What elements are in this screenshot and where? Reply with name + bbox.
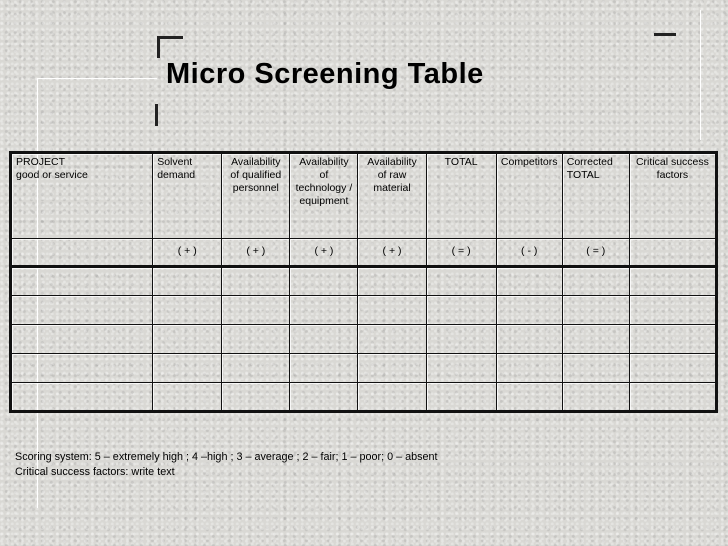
table-cell[interactable] <box>358 296 426 325</box>
table-cell[interactable] <box>426 325 496 354</box>
decor-thin-right-line <box>700 10 701 140</box>
table-cell[interactable] <box>153 325 222 354</box>
header-competitors: Competitors <box>496 153 562 239</box>
header-corrected-total: Corrected TOTAL <box>562 153 629 239</box>
sign-cell-corrected-total: ( = ) <box>562 239 629 267</box>
footnotes <box>15 450 438 480</box>
decor-bracket-top-right <box>654 33 676 36</box>
table-row <box>11 296 717 325</box>
scoring-system-note: Scoring system: 5 – extremely high ; 4 –high ; 3 – average ; 2 – fair; 1 – poor; 0 – absent <box>15 451 438 463</box>
table-cell[interactable] <box>290 296 358 325</box>
sign-row <box>11 239 717 267</box>
table-cell[interactable] <box>153 296 222 325</box>
table-cell[interactable] <box>290 325 358 354</box>
table-cell[interactable] <box>11 267 153 296</box>
header-project-line2: good or service <box>16 169 88 181</box>
table-cell[interactable] <box>496 267 562 296</box>
table-cell[interactable] <box>153 354 222 383</box>
header-row <box>11 153 717 239</box>
table-cell[interactable] <box>290 267 358 296</box>
table-cell[interactable] <box>358 383 426 412</box>
header-qualified-personnel: Availability of qualified personnel <box>222 153 290 239</box>
table-cell[interactable] <box>290 383 358 412</box>
critical-success-factors-note: Critical success factors: write text <box>15 466 175 478</box>
header-project <box>11 153 153 239</box>
table-cell[interactable] <box>426 296 496 325</box>
table-cell[interactable] <box>290 354 358 383</box>
table-cell[interactable] <box>426 354 496 383</box>
sign-cell-competitors: ( - ) <box>496 239 562 267</box>
table-cell[interactable] <box>629 296 716 325</box>
table-cell[interactable] <box>496 383 562 412</box>
header-raw-material: Availability of raw material <box>358 153 426 239</box>
table-cell[interactable] <box>153 267 222 296</box>
sign-cell-qualified-personnel: ( + ) <box>222 239 290 267</box>
sign-cell-technology: ( + ) <box>290 239 358 267</box>
table-cell[interactable] <box>426 267 496 296</box>
table-cell[interactable] <box>496 296 562 325</box>
table-cell[interactable] <box>11 383 153 412</box>
decor-thin-horizontal-line <box>37 78 157 79</box>
table-cell[interactable] <box>222 267 290 296</box>
table-cell[interactable] <box>562 325 629 354</box>
header-total: TOTAL <box>426 153 496 239</box>
table-cell[interactable] <box>11 354 153 383</box>
table-cell[interactable] <box>629 354 716 383</box>
table-cell[interactable] <box>222 383 290 412</box>
table-row <box>11 354 717 383</box>
table-cell[interactable] <box>496 354 562 383</box>
table-cell[interactable] <box>562 383 629 412</box>
table-cell[interactable] <box>562 267 629 296</box>
decor-bracket-top-left-horizontal <box>157 36 183 39</box>
table-cell[interactable] <box>426 383 496 412</box>
decor-bracket-top-left-vertical <box>157 36 160 58</box>
header-critical-success-factors: Critical success factors <box>629 153 716 239</box>
screening-table <box>9 151 718 413</box>
table-cell[interactable] <box>358 325 426 354</box>
table-cell[interactable] <box>222 325 290 354</box>
table-cell[interactable] <box>222 354 290 383</box>
table-cell[interactable] <box>358 267 426 296</box>
table-cell[interactable] <box>11 296 153 325</box>
sign-cell-total: ( = ) <box>426 239 496 267</box>
table-cell[interactable] <box>358 354 426 383</box>
header-solvent-demand: Solvent demand <box>153 153 222 239</box>
table-cell[interactable] <box>11 325 153 354</box>
table-row <box>11 267 717 296</box>
page-title: Micro Screening Table <box>166 58 484 90</box>
table-cell[interactable] <box>496 325 562 354</box>
header-project-line1: PROJECT <box>16 156 66 168</box>
table-cell[interactable] <box>562 354 629 383</box>
table-row <box>11 325 717 354</box>
table-cell[interactable] <box>153 383 222 412</box>
sign-cell-project <box>11 239 153 267</box>
table-cell[interactable] <box>629 325 716 354</box>
table-row <box>11 383 717 412</box>
table-cell[interactable] <box>562 296 629 325</box>
sign-cell-raw-material: ( + ) <box>358 239 426 267</box>
sign-cell-solvent-demand: ( + ) <box>153 239 222 267</box>
table-cell[interactable] <box>629 267 716 296</box>
table-cell[interactable] <box>629 383 716 412</box>
header-technology-equipment: Availability of technology / equipment <box>290 153 358 239</box>
sign-cell-critical-factors <box>629 239 716 267</box>
decor-bracket-left-lower <box>155 104 158 126</box>
table-cell[interactable] <box>222 296 290 325</box>
